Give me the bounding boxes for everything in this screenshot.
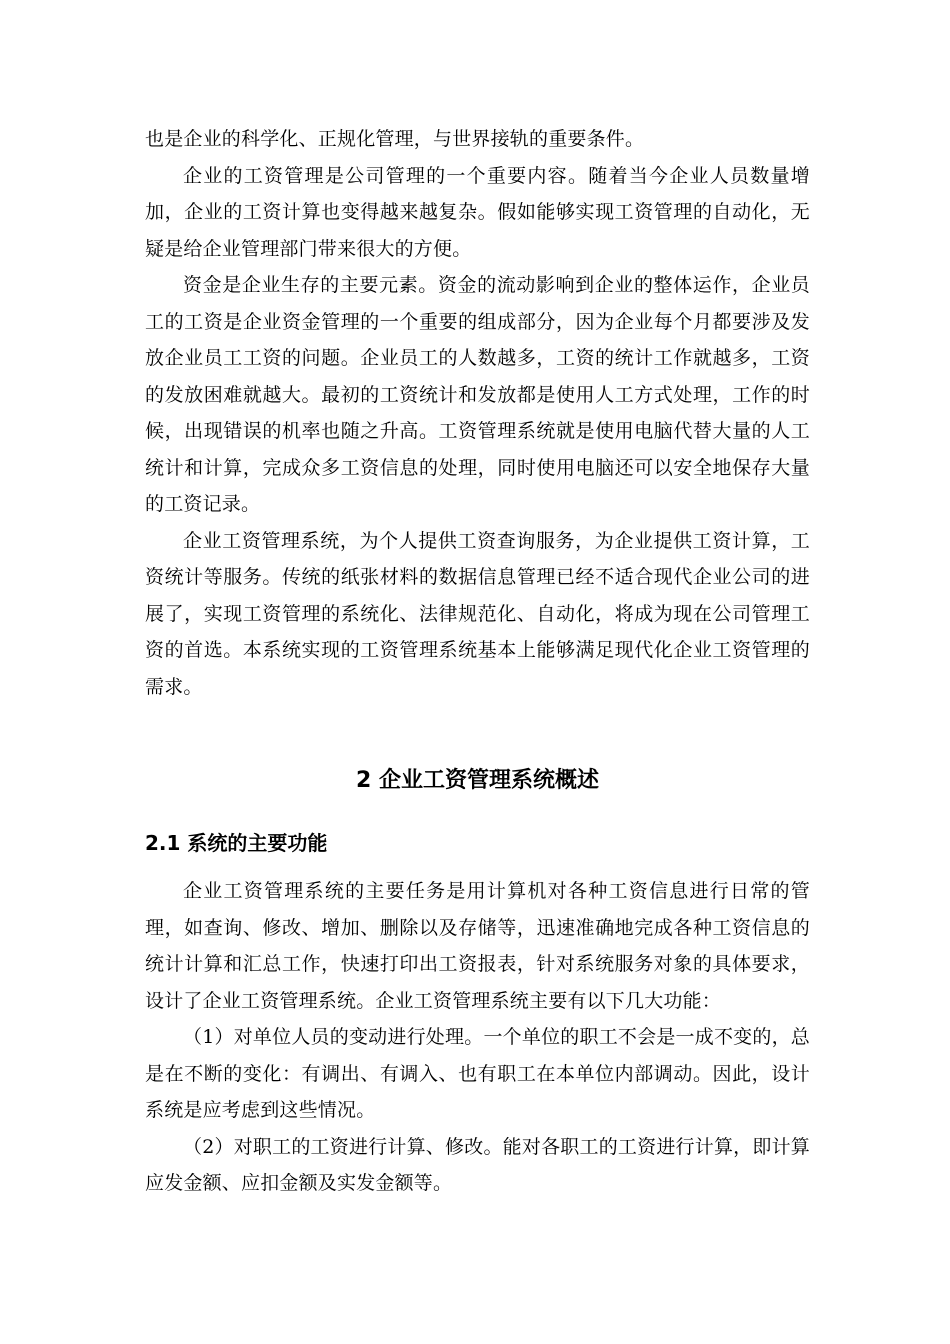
paragraph: 企业工资管理系统的主要任务是用计算机对各种工资信息进行日常的管理，如查询、修改、增加、删除以及存储等，迅速准确地完成各种工资信息的统计计算和汇总工作，快速打印出工资报表，针对系统服务对象的具体要求，设计了企业工资管理系统。企业工资管理系统主要有以下几大功能： [145,880,810,1012]
paragraph: 资金是企业生存的主要元素。资金的流动影响到企业的整体运作，企业员工的工资是企业资金管理的一个重要的组成部分，因为企业每个月都要涉及发放企业员工工资的问题。企业员工的人数越多，工资的统计工作就越多，工资的发放困难就越大。最初的工资统计和发放都是使用人工方式处理，工作的时候，出现错误的机率也随之升高。工资管理系统就是使用电脑代替大量的人工统计和计算，完成众多工资信息的处理，同时使用电脑还可以安全地保存大量的工资记录。 [145,274,810,515]
paragraph: 企业工资管理系统，为个人提供工资查询服务，为企业提供工资计算，工资统计等服务。传统的纸张材料的数据信息管理已经不适合现代企业公司的进展了，实现工资管理的系统化、法律规范化、自动化，将成为现在公司管理工资的首选。本系统实现的工资管理系统基本上能够满足现代化企业工资管理的需求。 [145,529,810,698]
list-item: （1）对单位人员的变动进行处理。一个单位的职工不会是一成不变的，总是在不断的变化：有调出、有调入、也有职工在本单位内部调动。因此，设计系统是应考虑到这些情况。 [145,1026,810,1121]
chapter-title: 2 企业工资管理系统概述 [356,768,599,793]
page-content [145,121,810,1202]
paragraph: 企业的工资管理是公司管理的一个重要内容。随着当今企业人员数量增加，企业的工资计算也变得越来越复杂。假如能够实现工资管理的自动化，无疑是给企业管理部门带来很大的方便。 [145,164,810,260]
paragraph: 也是企业的科学化、正规化管理，与世界接轨的重要条件。 [145,128,645,150]
list-item: （2）对职工的工资进行计算、修改。能对各职工的工资进行计算，即计算应发金额、应扣金额及实发金额等。 [145,1135,810,1194]
section-title: 2.1 系统的主要功能 [145,831,328,855]
